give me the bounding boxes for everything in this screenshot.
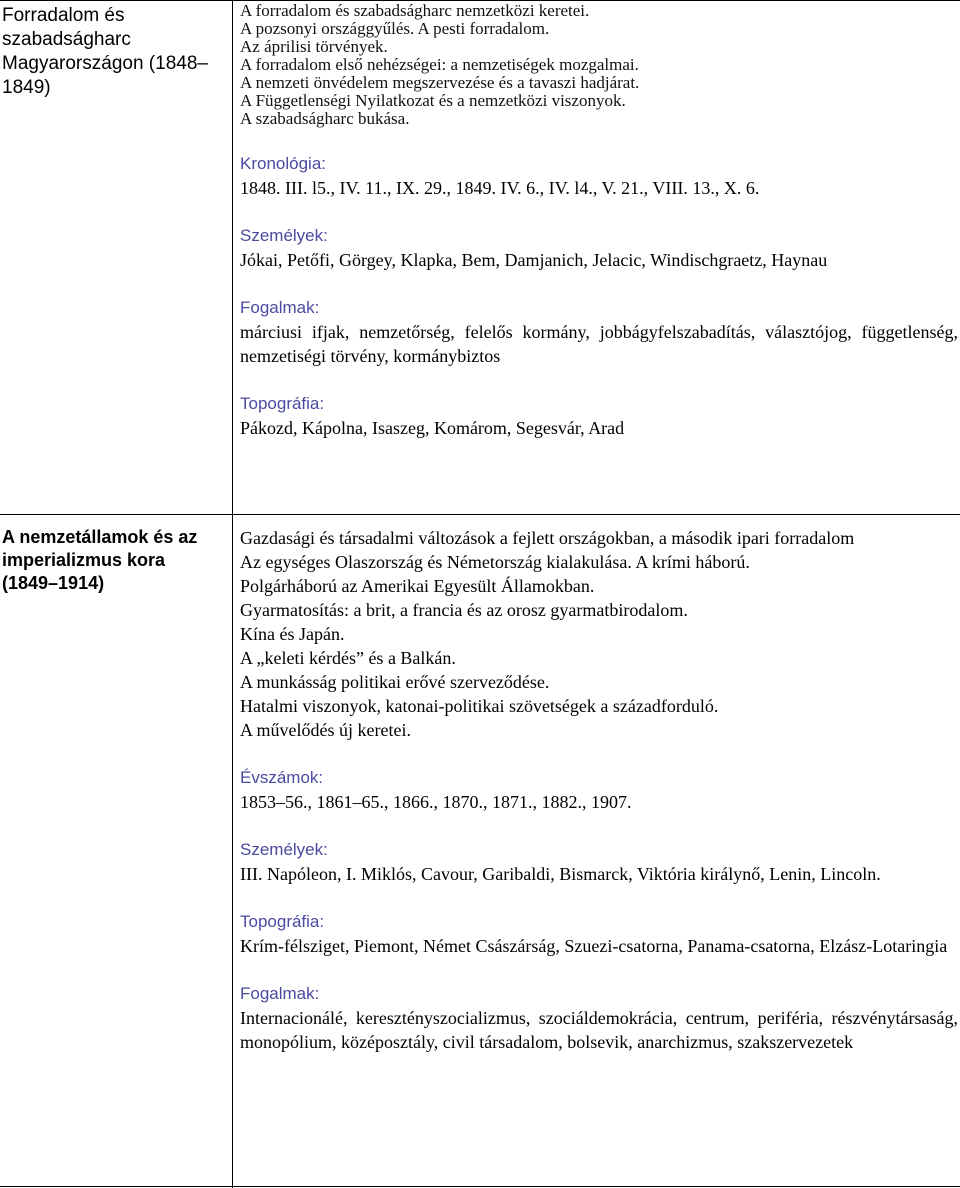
column-divider — [232, 0, 233, 1188]
row2-title-line: (1849–1914) — [2, 573, 105, 593]
topic-item: Hatalmi viszonyok, katonai-politikai szövetségek a századforduló. — [240, 696, 719, 716]
topic-item: A forradalom és szabadságharc nemzetközi keretei. — [240, 1, 590, 20]
row1-content — [240, 2, 958, 440]
row2-title-line: A nemzetállamok és az — [2, 527, 198, 547]
row1-title — [2, 4, 224, 100]
topic-item: Az áprilisi törvények. — [240, 37, 388, 56]
fogalmak-text: Internacionálé, keresztényszocializmus, szociáldemokrácia, centrum, periféria, részvénytársaság, monopólium, középosztály, civil társadalom, bolsevik, anarchizmus, szakszervezetek — [240, 1008, 958, 1052]
row2-title-line: imperializmus kora — [2, 550, 166, 570]
fogalmak-label: Fogalmak: — [240, 984, 320, 1003]
row1-title-line: Forradalom és — [2, 5, 125, 26]
fogalmak-label: Fogalmak: — [240, 298, 320, 317]
szemelyek-label: Személyek: — [240, 840, 328, 859]
topic-item: A művelődés új keretei. — [240, 720, 411, 740]
szemelyek-text: III. Napóleon, I. Miklós, Cavour, Garibaldi, Bismarck, Viktória királynő, Lenin, Lincoln. — [240, 864, 881, 884]
row2-title — [2, 526, 224, 595]
topic-item: A pozsonyi országgyűlés. A pesti forradalom. — [240, 19, 550, 38]
topic-item: A forradalom első nehézségei: a nemzetiségek mozgalmai. — [240, 55, 639, 74]
topic-item: Polgárháború az Amerikai Egyesült Államokban. — [240, 576, 595, 596]
topografia-text: Krím-félsziget, Piemont, Német Császárság, Szuezi-csatorna, Panama-csatorna, Elzász-Lotaringia — [240, 936, 948, 956]
table-bottom-border — [0, 1186, 960, 1187]
szemelyek-label: Személyek: — [240, 226, 328, 245]
topic-item: Gazdasági és társadalmi változások a fejlett országokban, a második ipari forradalom — [240, 528, 855, 548]
row2-content — [240, 526, 958, 1054]
row2-topic-list — [240, 526, 958, 742]
evszamok-label: Évszámok: — [240, 768, 324, 787]
topic-item: Az egységes Olaszország és Németország kialakulása. A krími háború. — [240, 552, 750, 572]
topic-item: A nemzeti önvédelem megszervezése és a tavaszi hadjárat. — [240, 73, 640, 92]
evszamok-text: 1853–56., 1861–65., 1866., 1870., 1871., 1882., 1907. — [240, 792, 632, 812]
row1-title-line: 1849) — [2, 77, 51, 98]
row1-title-line: Magyarországon (1848– — [2, 53, 208, 74]
row1-title-line: szabadságharc — [2, 29, 131, 50]
fogalmak-text: márciusi ifjak, nemzetőrség, felelős kormány, jobbágyfelszabadítás, választójog, függetlenség, nemzetiségi törvény, kormánybiztos — [240, 322, 958, 366]
kronologia-text: 1848. III. l5., IV. 11., IX. 29., 1849. IV. 6., IV. l4., V. 21., VIII. 13., X. 6. — [240, 178, 760, 198]
topic-item: A Függetlenségi Nyilatkozat és a nemzetközi viszonyok. — [240, 91, 626, 110]
row1-topic-list — [240, 2, 958, 128]
topic-item: A „keleti kérdés” és a Balkán. — [240, 648, 456, 668]
kronologia-label: Kronológia: — [240, 154, 327, 173]
topografia-label: Topográfia: — [240, 912, 325, 931]
topografia-label: Topográfia: — [240, 394, 325, 413]
topic-item: A munkásság politikai erővé szerveződése. — [240, 672, 550, 692]
szemelyek-text: Jókai, Petőfi, Görgey, Klapka, Bem, Damjanich, Jelacic, Windischgraetz, Haynau — [240, 250, 828, 270]
topic-item: Kína és Japán. — [240, 624, 345, 644]
row-divider — [0, 514, 960, 515]
topic-item: Gyarmatosítás: a brit, a francia és az orosz gyarmatbirodalom. — [240, 600, 688, 620]
topic-item: A szabadságharc bukása. — [240, 109, 410, 128]
topografia-text: Pákozd, Kápolna, Isaszeg, Komárom, Segesvár, Arad — [240, 418, 625, 438]
